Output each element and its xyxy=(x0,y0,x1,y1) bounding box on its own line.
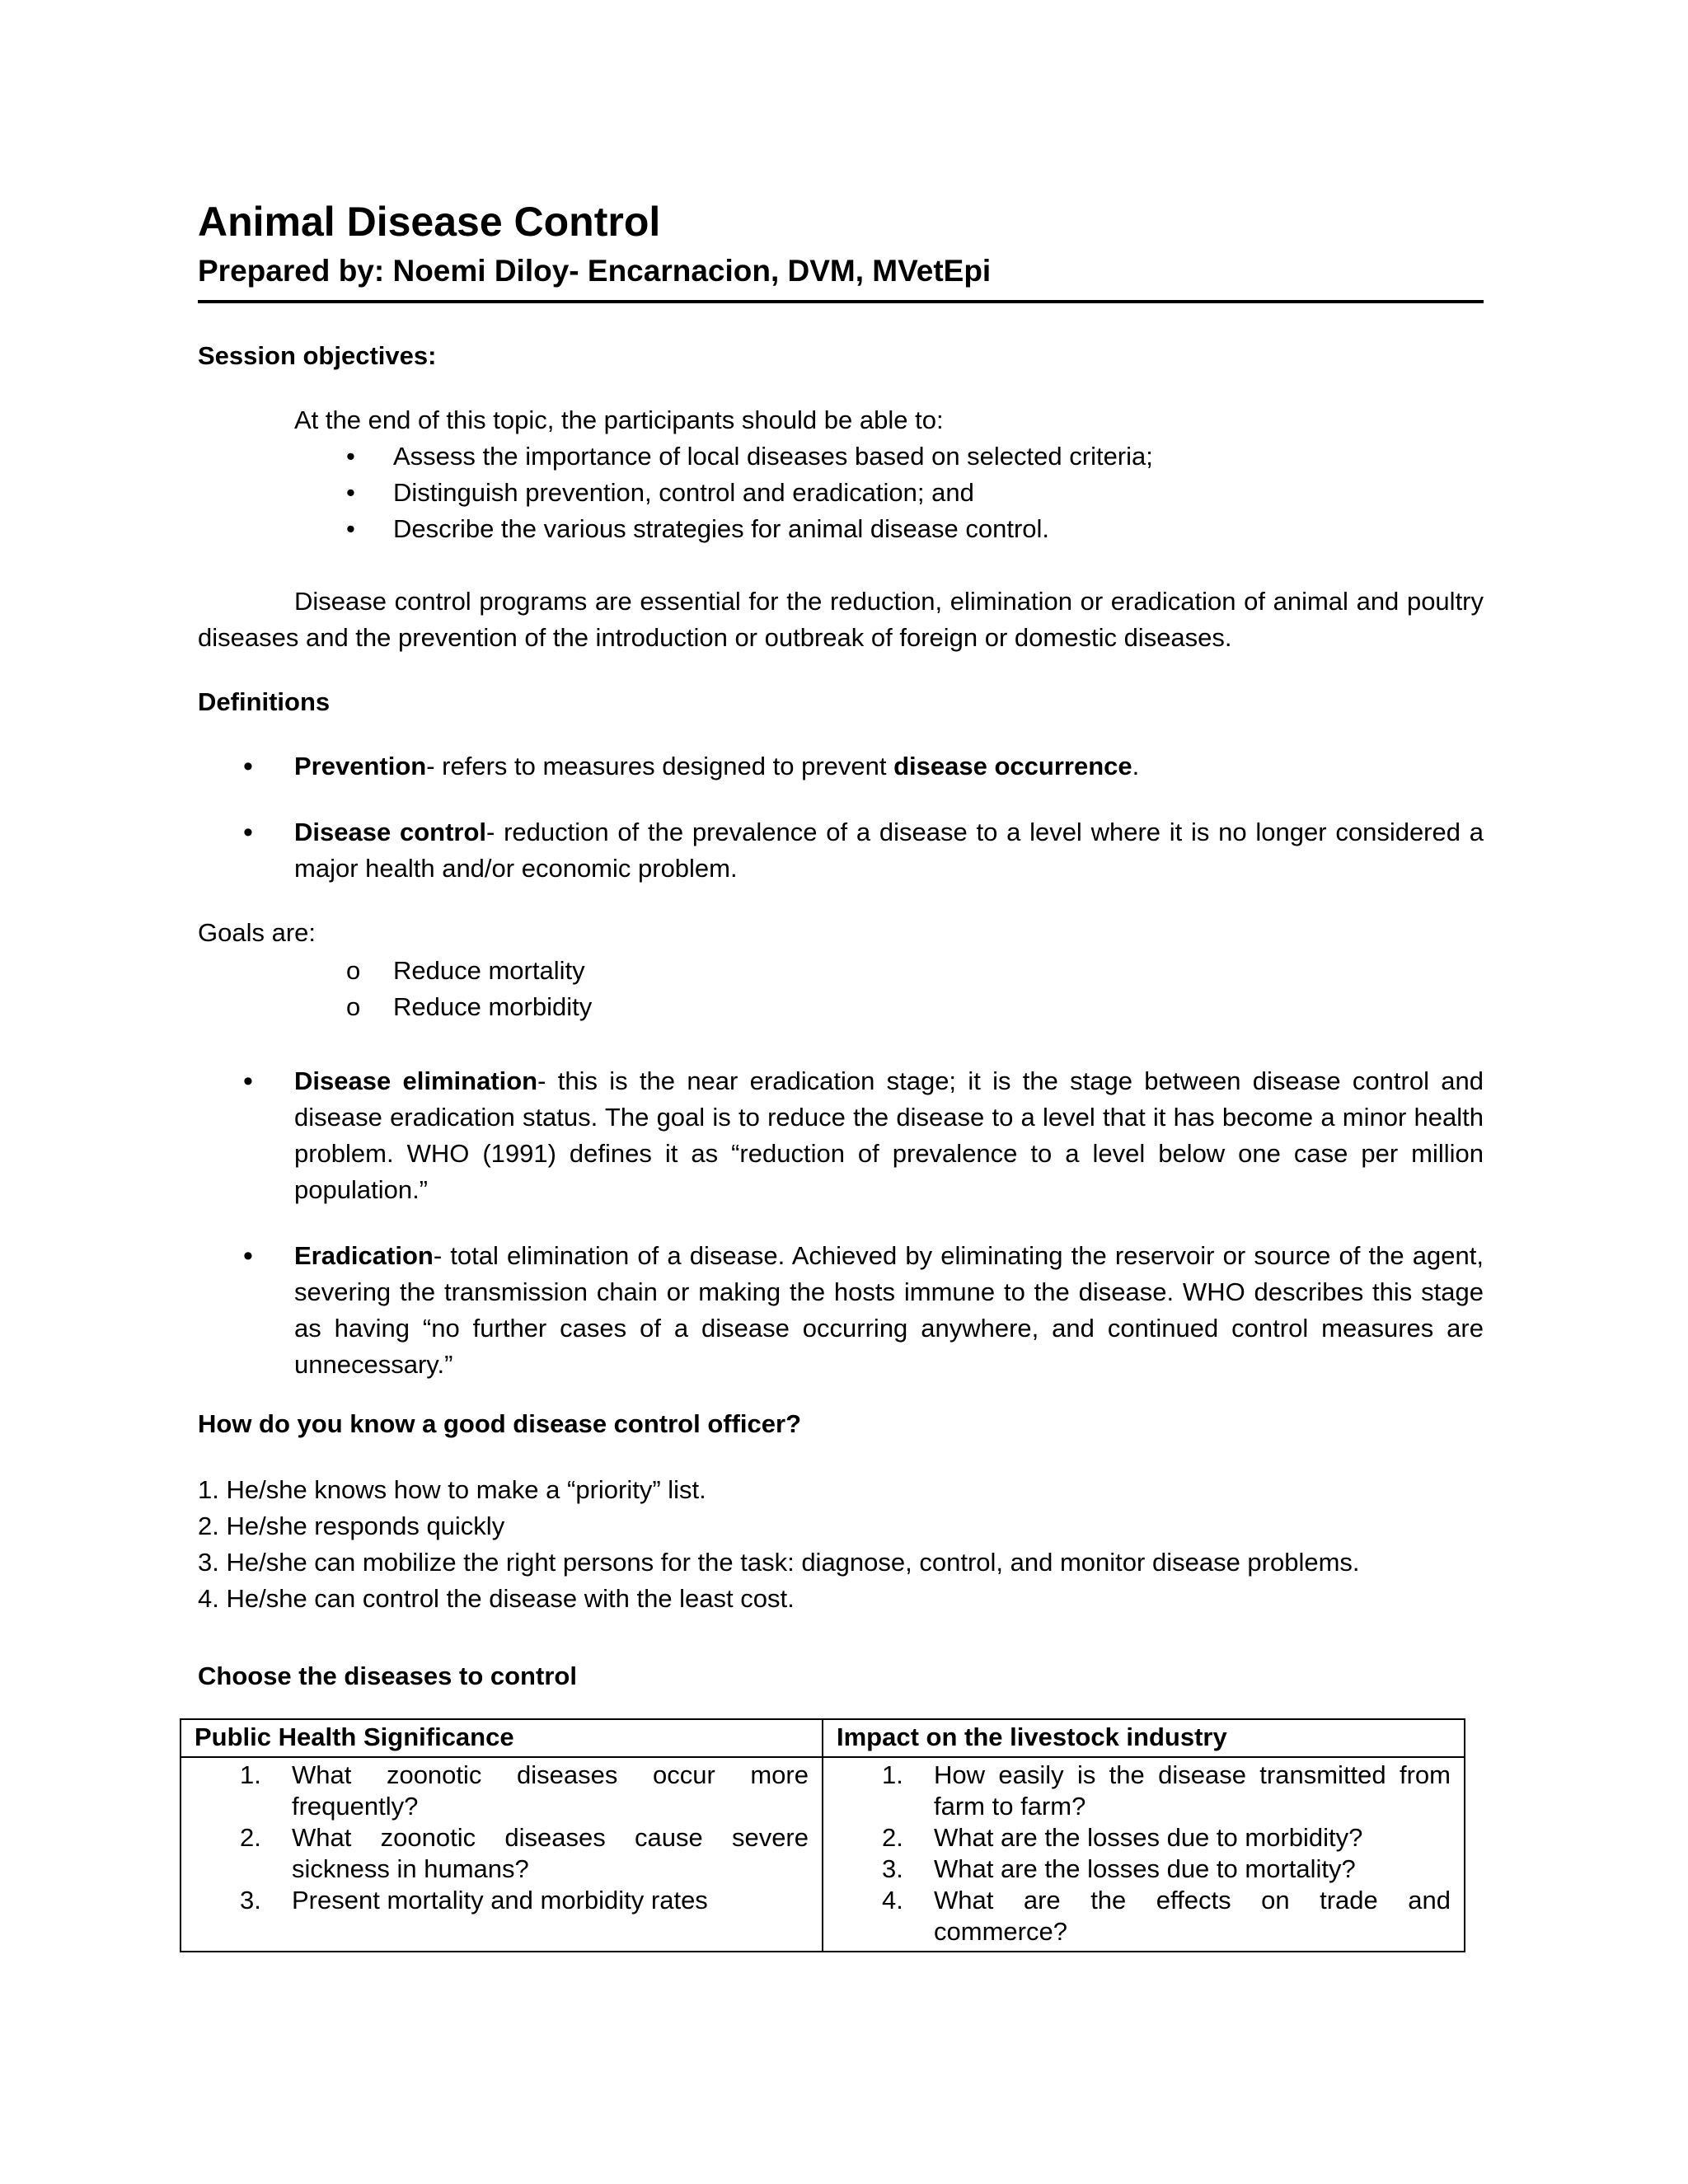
bullet-icon: • xyxy=(243,817,253,848)
list-item: 1. How easily is the disease transmitted from farm to farm? xyxy=(882,1760,1451,1821)
goal-item: Reduce morbidity xyxy=(393,992,593,1021)
table-header-cell: Impact on the livestock industry xyxy=(823,1719,1465,1757)
livestock-impact-list xyxy=(837,1760,1451,1947)
officer-item: 3. He/she can mobilize the right persons for the task: diagnose, control, and monitor disease problems. xyxy=(198,1548,1360,1577)
choose-heading: Choose the diseases to control xyxy=(198,1661,577,1690)
list-item: 2. What zoonotic diseases cause severe sickness in humans? xyxy=(240,1823,809,1883)
objective-item: Assess the importance of local diseases based on selected criteria; xyxy=(393,442,1153,471)
circle-bullet-icon: o xyxy=(346,992,361,1021)
table-cell xyxy=(823,1757,1465,1952)
bullet-icon: • xyxy=(243,1066,253,1097)
officer-item: 1. He/she knows how to make a “priority” list. xyxy=(198,1475,706,1504)
bullet-icon: • xyxy=(243,751,253,782)
officer-item: 4. He/she can control the disease with the least cost. xyxy=(198,1584,795,1613)
criteria-table xyxy=(180,1718,1465,1952)
definition-prevention: Prevention- refers to measures designed to prevent disease occurrence. xyxy=(294,752,1140,780)
list-item: 3. Present mortality and morbidity rates xyxy=(240,1886,708,1915)
document-title: Animal Disease Control xyxy=(198,199,661,245)
objectives-heading: Session objectives: xyxy=(198,341,437,370)
bullet-icon: • xyxy=(346,478,355,507)
table-header-cell: Public Health Significance xyxy=(181,1719,823,1757)
table-row xyxy=(181,1757,1465,1952)
definitions-heading: Definitions xyxy=(198,687,331,716)
definition-disease-control: Disease control- reduction of the prevalence of a disease to a level where it is no longer considered a major health and/or economic problem. xyxy=(294,818,1484,883)
circle-bullet-icon: o xyxy=(346,956,361,985)
bullet-icon: • xyxy=(346,514,355,543)
list-item: 3. What are the losses due to mortality? xyxy=(882,1854,1356,1883)
list-item: 4. What are the effects on trade and commerce? xyxy=(882,1886,1451,1946)
definition-elimination: Disease elimination- this is the near eradication stage; it is the stage between disease control and disease eradication status. The goal is to reduce the disease to a level that it has become a minor health problem. WHO (1991) defines it as “reduction of prevalence to a level below one case per million population.” xyxy=(294,1066,1484,1204)
objective-item: Describe the various strategies for animal disease control. xyxy=(393,514,1050,543)
title-divider xyxy=(198,300,1484,303)
officer-heading: How do you know a good disease control officer? xyxy=(198,1409,802,1438)
definition-eradication: Eradication- total elimination of a disease. Achieved by eliminating the reservoir or source of the agent, severing the transmission chain or making the hosts immune to the disease. WHO describes this stage as having “no further cases of a disease occurring anywhere, and continued control measures are unnecessary.” xyxy=(294,1241,1484,1379)
goals-label: Goals are: xyxy=(198,918,316,947)
table-header-row xyxy=(181,1719,1465,1757)
table-cell xyxy=(181,1757,823,1952)
list-item: 2. What are the losses due to morbidity? xyxy=(882,1823,1363,1852)
intro-paragraph: Disease control programs are essential for the reduction, elimination or eradication of animal and poultry diseases and the prevention of the introduction or outbreak of foreign or domestic diseases. xyxy=(198,587,1484,652)
public-health-list xyxy=(195,1760,809,1916)
officer-item: 2. He/she responds quickly xyxy=(198,1511,505,1540)
document-author: Prepared by: Noemi Diloy- Encarnacion, DVM, MVetEpi xyxy=(198,254,992,288)
bullet-icon: • xyxy=(243,1240,253,1272)
list-item: 1. What zoonotic diseases occur more frequently? xyxy=(240,1760,809,1821)
goal-item: Reduce mortality xyxy=(393,956,585,985)
bullet-icon: • xyxy=(346,442,355,471)
objective-item: Distinguish prevention, control and eradication; and xyxy=(393,478,974,507)
objectives-intro: At the end of this topic, the participants should be able to: xyxy=(294,405,944,434)
